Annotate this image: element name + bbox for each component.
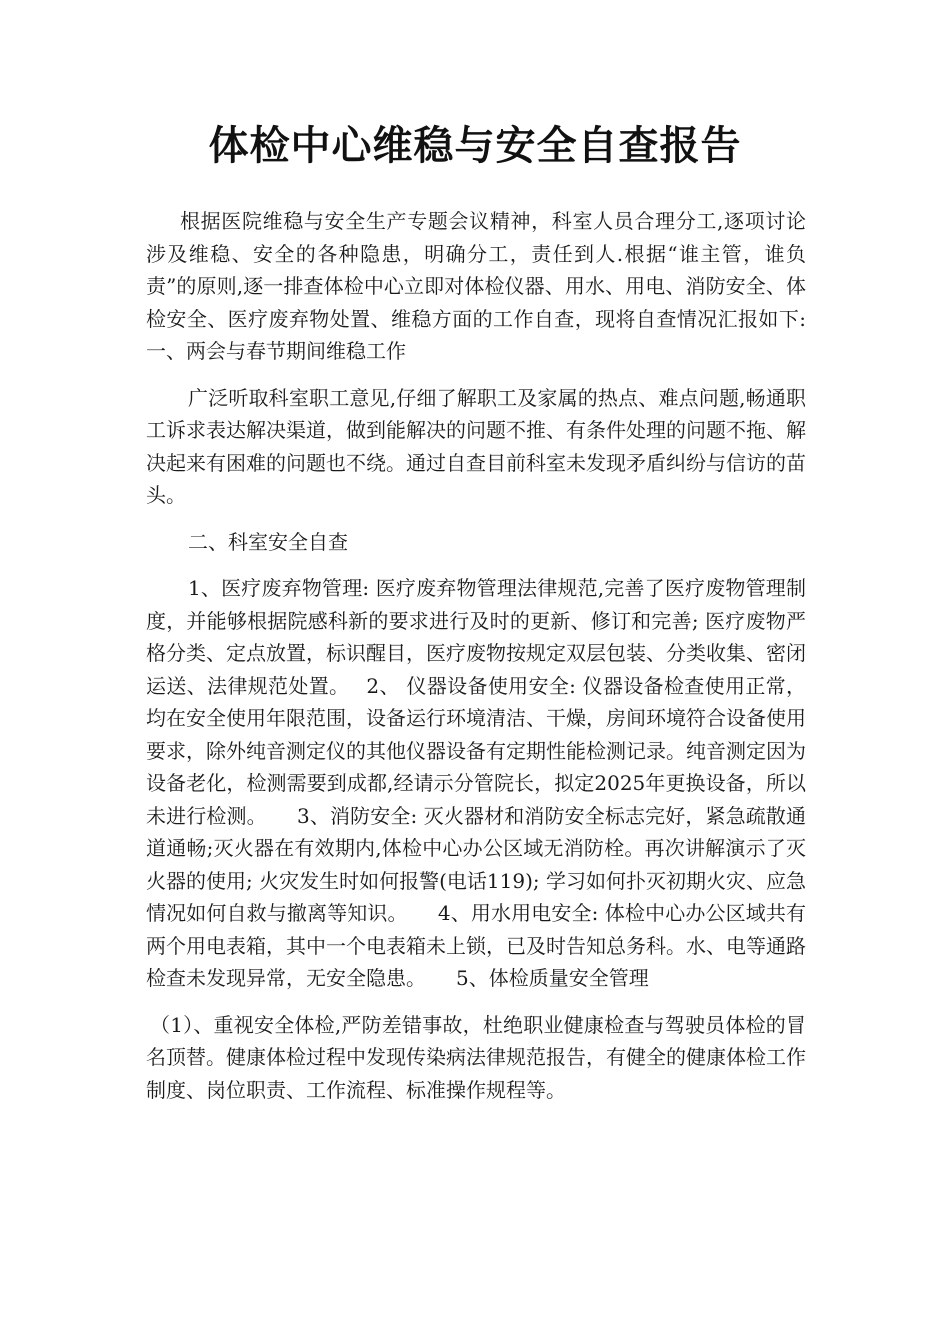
document-body [146,205,833,1106]
paragraph-stability-work: 广泛听取科室职工意见,仔细了解职工及家属的热点、难点问题,畅通职工诉求表达解决渠道，做到能解决的问题不推、有条件处理的问题不拖、解决起来有困难的问题也不绕。通过自查目前科室未发现矛盾纠纷与信访的苗头。 [146,385,806,507]
paragraph-safety-items: 1、医疗废弃物管理: 医疗废弃物管理法律规范,完善了医疗废物管理制度，并能够根据院感科新的要求进行及时的更新、修订和完善; 医疗废物严格分类、定点放置，标识醒目，医疗废物按规定双层包装、分类收集、密闭运送、法律规范处置。 2、 仪器设备使用安全: 仪器设备检查使用正常，均在安全使用年限范围，设备运行环境清洁、干燥，房间环境符合设备使用要求，除外纯音测定仪的其他仪器设备有定期性能检测记录。纯音测定因为设备老化，检测需要到成都,经请示分管院长，拟定2025年更换设备，所以未进行检测。 3、消防安全: 灭火器材和消防安全标志完好，紧急疏散通道通畅;灭火器在有效期内,体检中心办公区域无消防栓。再次讲解演示了灭火器的使用; 火灾发生时如何报警(电话119); 学习如何扑灭初期火灾、应急情况如何自救与撤离等知识。 4、用水用电安全: 体检中心办公区域共有两个用电表箱，其中一个电表箱未上锁，已及时告知总务科。水、电等通路检查未发现异常，无安全隐患。 5、体检质量安全管理 [146,576,806,990]
paragraph-exam-quality: （1）、重视安全体检,严防差错事故，杜绝职业健康检查与驾驶员体检的冒名顶替。健康体检过程中发现传染病法律规范报告，有健全的健康体检工作制度、岗位职责、工作流程、标准操作规程等。 [146,1012,806,1102]
document-title: 体检中心维稳与安全自查报告 [208,122,742,169]
paragraph-intro: 根据医院维稳与安全生产专题会议精神，科室人员合理分工,逐项讨论涉及维稳、安全的各种隐患，明确分工，责任到人.根据“谁主管，谁负责”的原则,逐一排查体检中心立即对体检仪器、用水、用电、消防安全、体检安全、医疗废弃物处置、维稳方面的工作自查，现将自查情况汇报如下: 一、两会与春节期间维稳工作 [146,209,833,363]
section-heading-safety-check: 二、科室安全自查 [188,529,348,554]
